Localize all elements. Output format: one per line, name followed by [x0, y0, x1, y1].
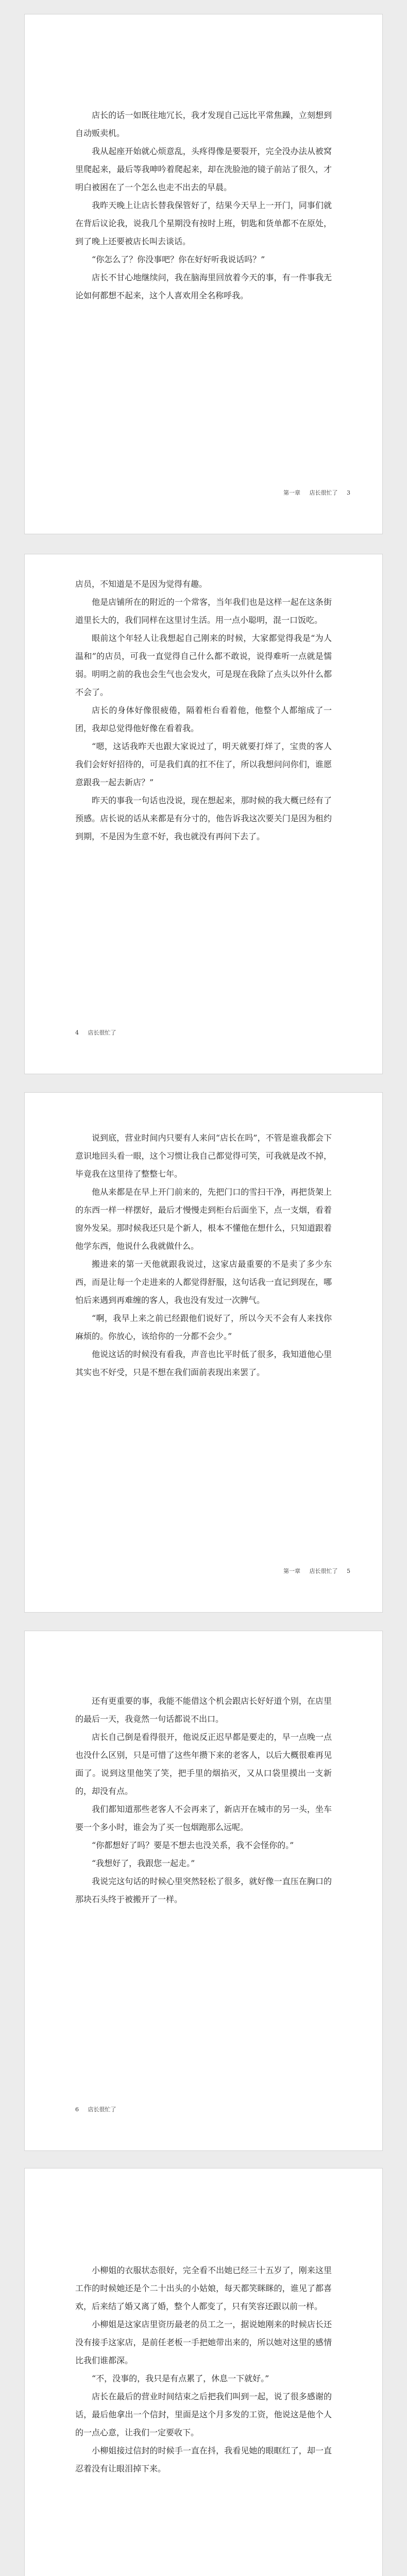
footer-section: 第一章: [283, 1568, 300, 1574]
book-page-3: [24, 1092, 383, 1613]
paragraph: 搬进来的第一天他就跟我说过，这家店最重要的不是卖了多少东西，而是让每一个走进来的人都觉得舒服，这句话我一直记到现在，哪怕后来遇到再难缠的客人，我也没有发过一次脾气。: [75, 1259, 332, 1305]
page-footer: [283, 1567, 350, 1575]
paragraph: 店员，不知道是不是因为觉得有趣。: [75, 579, 208, 589]
paragraph: 店长的身体好像很疲倦，隔着柜台看着他，他整个人都缩成了一团，我却总觉得他好像在看着我。: [75, 705, 332, 733]
page-number: 4: [75, 1029, 79, 1036]
page-number: 3: [347, 489, 350, 496]
footer-chapter: 店长很忙了: [88, 1029, 116, 1036]
book-page-5: [24, 2168, 383, 2576]
footer-chapter: 店长很忙了: [309, 489, 338, 496]
page-number: 6: [75, 2106, 79, 2113]
footer-section: 第一章: [283, 489, 300, 496]
paragraph: 他从来都是在早上开门前来的，先把门口的雪扫干净，再把货架上的东西一样一样摆好，最后才慢慢走到柜台后面坐下，点一支烟，看着窗外发呆。那时候我还只是个新人，根本不懂他在想什么，只知道跟着他学东西，他说什么我就做什么。: [75, 1187, 332, 1251]
paragraph: 他是店铺所在的附近的一个常客，当年我们也是这样一起在这条街道里长大的，我们同样在这里讨生活。用一点小聪明，混一口饭吃。: [75, 597, 332, 625]
paragraph: 他说这话的时候没有看我，声音也比平时低了很多，我知道他心里其实也不好受，只是不想在我们面前表现出来罢了。: [75, 1349, 332, 1377]
paragraph: 店长在最后的营业时间结束之后把我们叫到一起，说了很多感谢的话，最后他拿出一个信封，里面是这个月多发的工资，他说这是他个人的一点心意，让我们一定要收下。: [75, 2392, 332, 2437]
paragraph: 眼前这个年轻人让我想起自己刚来的时候，大家都觉得我是“为人温和”的店员，可我一直觉得自己什么都不敢说，说得难听一点就是懦弱。明明之前的我也会生气也会发火，可是现在我除了点头以外什么都不会了。: [75, 633, 332, 697]
paragraph: 昨天的事我一句话也没说，现在想起来，那时候的我大概已经有了预感。店长说的话从来都是有分寸的，他告诉我这次要关门是因为租约到期，不是因为生意不好，我也就没有再问下去了。: [75, 795, 332, 841]
paragraph: “你都想好了吗？要是不想去也没关系，我不会怪你的。”: [92, 1840, 294, 1850]
paragraph: 小柳姐的衣服状态很好，完全看不出她已经三十五岁了，刚来这里工作的时候她还是个二十出头的小姑娘，每天都笑眯眯的，谁见了都喜欢，后来结了婚又离了婚，整个人都变了，只有笑容还跟以前一样。: [75, 2265, 332, 2311]
paragraph: “嗯，这话我昨天也跟大家说过了，明天就要打烊了，宝贵的客人我们会好好招待的，可是我们真的扛不住了，所以我想问问你们，谁愿意跟我一起去新店？”: [75, 741, 332, 787]
book-page-1: [24, 14, 383, 534]
paragraph: 说到底，营业时间内只要有人来问“店长在吗”，不管是谁我都会下意识地回头看一眼，这个习惯让我自己都觉得可笑，可我就是改不掉，毕竟我在这里待了整整七年。: [75, 1133, 332, 1179]
page-body: [75, 106, 332, 304]
paragraph: 小柳姐是这家店里资历最老的员工之一，据说她刚来的时候店长还没有接手这家店，是前任老板一手把她带出来的，所以她对这里的感情比我们谁都深。: [75, 2319, 332, 2365]
page-footer: [283, 488, 350, 497]
book-page-2: [24, 554, 383, 1074]
footer-chapter: 店长很忙了: [309, 1568, 338, 1574]
paragraph: 小柳姐接过信封的时候手一直在抖，我看见她的眼眶红了，却一直忍着没有让眼泪掉下来。: [75, 2446, 332, 2473]
page-body: [75, 1129, 332, 1381]
page-body: [75, 575, 332, 845]
footer-chapter: 店长很忙了: [88, 2106, 116, 2113]
page-body: [75, 2261, 332, 2478]
page-footer: [75, 1028, 116, 1037]
paragraph: “你怎么了？你没事吧？你在好好听我说话吗？”: [92, 255, 265, 264]
paragraph: “啊，我早上来之前已经跟他们说好了，所以今天不会有人来找你麻烦的。你放心，该给你的一分都不会少。”: [75, 1313, 332, 1341]
page-footer: [75, 2105, 116, 2113]
paragraph: 店长的话一如既往地冗长，我才发现自己远比平常焦躁，立刻想到自动贩卖机。: [75, 110, 332, 138]
paragraph: “我想好了，我跟您一起走。”: [92, 1858, 195, 1868]
page-number: 5: [347, 1568, 350, 1574]
paragraph: 还有更重要的事，我能不能借这个机会跟店长好好道个别，在店里的最后一天，我竟然一句话都说不出口。: [75, 1696, 332, 1724]
book-page-4: [24, 1631, 383, 2151]
page-body: [75, 1692, 332, 1908]
paragraph: 我昨天晚上让店长替我保管好了，结果今天早上一开门，同事们就在背后议论我，说我几个星期没有按时上班，钥匙和货单都不在原处，到了晚上还要被店长叫去谈话。: [75, 200, 332, 246]
paragraph: 我从起座开始就心烦意乱，头疼得像是要裂开，完全没办法从被窝里爬起来，最后等我呻吟着爬起来，却在洗脸池的镜子前站了很久，才明白被困在了一个怎么也走不出去的早晨。: [75, 146, 332, 192]
paragraph: 我们都知道那些老客人不会再来了，新店开在城市的另一头，坐车要一个多小时，谁会为了买一包烟跑那么远呢。: [75, 1804, 332, 1832]
paragraph: 店长自己倒是看得很开，他说反正迟早都是要走的，早一点晚一点也没什么区别，只是可惜了这些年攒下来的老客人，以后大概很难再见面了。说到这里他笑了笑，把手里的烟掐灭，又从口袋里摸出一支新的，却没有点。: [75, 1732, 332, 1796]
paragraph: 店长不甘心地继续问，我在脑海里回放着今天的事，有一件事我无论如何都想不起来，这个人喜欢用全名称呼我。: [75, 273, 332, 300]
paragraph: “不，没事的，我只是有点累了，休息一下就好。”: [92, 2374, 269, 2383]
paragraph: 我说完这句话的时候心里突然轻松了很多，就好像一直压在胸口的那块石头终于被搬开了一样。: [75, 1876, 332, 1904]
